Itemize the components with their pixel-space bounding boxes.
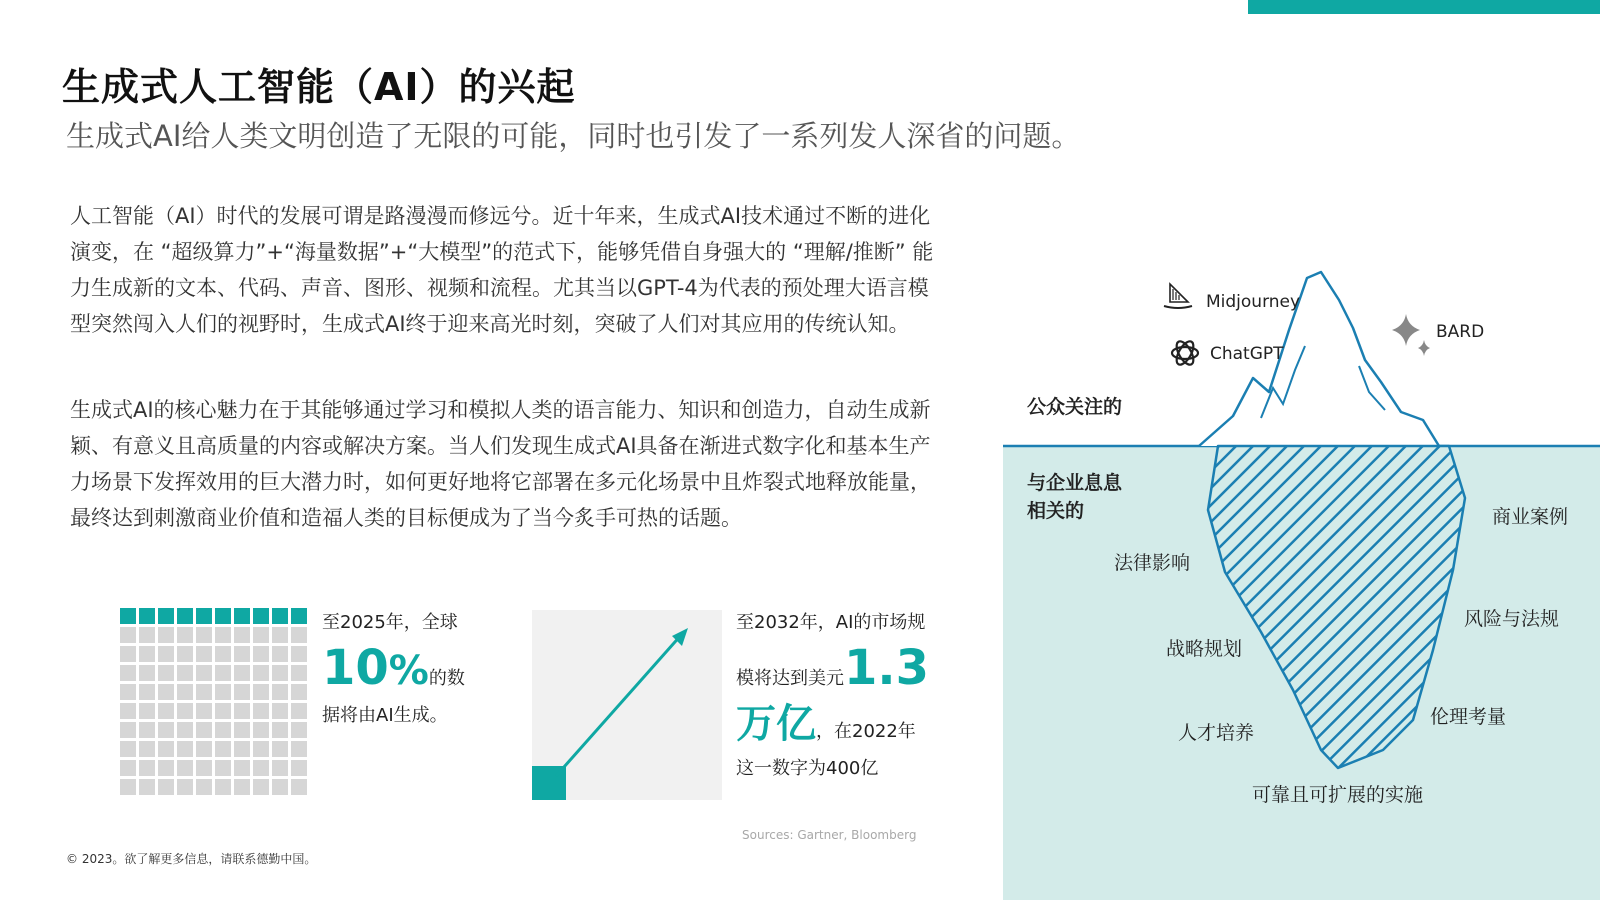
grid-cell	[253, 646, 269, 662]
grid-cell	[215, 760, 231, 776]
midjourney-logo	[1160, 280, 1196, 314]
grid-cell	[253, 665, 269, 681]
grid-cell	[234, 760, 250, 776]
stat1-number: 10	[322, 640, 389, 696]
grid-cell	[120, 703, 136, 719]
grid-cell	[120, 627, 136, 643]
body-paragraph-1: 人工智能（AI）时代的发展可谓是路漫漫而修远兮。近十年来，生成式AI技术通过不断的进化演变，在 “超级算力”+“海量数据”+“大模型”的范式下，能够凭借自身强大的 “理解/推断” 能力生成新的文本、代码、声音、图形、视频和流程。尤其当以GPT-4为代表的预处理大语言模型突然闯入人们的视野时，生成式AI终于迎来高光时刻，突破了人们对其应用的传统认知。	[70, 204, 934, 336]
grid-cell	[291, 741, 307, 757]
stat2-value: 1.3	[844, 640, 930, 696]
grid-cell	[158, 684, 174, 700]
grid-cell	[215, 665, 231, 681]
grid-cell	[291, 665, 307, 681]
grid-cell-ai	[272, 608, 288, 624]
logo-label-bard: BARD	[1436, 322, 1485, 342]
page-subtitle: 生成式AI给人类文明创造了无限的可能，同时也引发了一系列发人深省的问题。	[66, 119, 1081, 153]
body-paragraph-2: 生成式AI的核心魅力在于其能够通过学习和模拟人类的语言能力、知识和创造力，自动生成新颖、有意义且高质量的内容或解决方案。当人们发现生成式AI具备在渐进式数字化和基本生产力场景下发挥效用的巨大潜力时，如何更好地将它部署在多元化场景中且炸裂式地释放能量，最终达到刺激商业价值和造福人类的目标便成为了当今炙手可热的话题。	[70, 398, 931, 530]
label-enterprise-line2: 相关的	[1027, 500, 1085, 522]
grid-cell	[177, 779, 193, 795]
grid-cell	[120, 741, 136, 757]
grid-cell	[272, 779, 288, 795]
grid-cell	[234, 741, 250, 757]
logo-label-chatgpt: ChatGPT	[1210, 344, 1284, 364]
grid-cell	[158, 779, 174, 795]
grid-cell	[120, 646, 136, 662]
grid-cell	[196, 779, 212, 795]
stat1-value	[322, 640, 429, 696]
grid-cell	[234, 722, 250, 738]
grid-cell	[253, 703, 269, 719]
grid-cell	[234, 684, 250, 700]
grid-cell	[139, 665, 155, 681]
grid-cell	[120, 722, 136, 738]
logo-label-midjourney: Midjourney	[1206, 292, 1301, 312]
growth-arrow-icon	[532, 610, 722, 800]
stat2-prefix: 至2032年，AI的市场规	[736, 612, 926, 633]
item-reliable-scalable: 可靠且可扩展的实施	[1252, 784, 1424, 806]
grid-cell-ai	[158, 608, 174, 624]
grid-cell	[196, 665, 212, 681]
stat1-suffix: 据将由AI生成。	[322, 705, 448, 726]
stat-ai-market-size	[736, 606, 936, 786]
grid-cell	[272, 665, 288, 681]
grid-cell	[272, 684, 288, 700]
stat2-value-line	[736, 640, 936, 696]
grid-cell	[139, 722, 155, 738]
top-accent-bar	[1248, 0, 1600, 14]
grid-cell	[139, 646, 155, 662]
grid-cell	[234, 627, 250, 643]
grid-cell	[196, 741, 212, 757]
grid-cell	[158, 665, 174, 681]
grid-cell	[272, 741, 288, 757]
data-share-grid	[120, 608, 308, 795]
chatgpt-logo	[1168, 336, 1202, 374]
grid-cell	[291, 684, 307, 700]
grid-cell-ai	[291, 608, 307, 624]
grid-cell	[234, 703, 250, 719]
grid-cell-ai	[215, 608, 231, 624]
grid-cell	[196, 760, 212, 776]
grid-cell	[177, 722, 193, 738]
grid-cell	[196, 646, 212, 662]
grid-cell	[253, 627, 269, 643]
grid-cell	[272, 627, 288, 643]
grid-cell	[158, 703, 174, 719]
grid-cell	[215, 779, 231, 795]
stat2-prefix2: 模将达到美元	[736, 668, 844, 689]
item-talent: 人才培养	[1178, 722, 1255, 744]
grid-cell	[139, 741, 155, 757]
grid-cell-ai	[177, 608, 193, 624]
grid-cell	[139, 684, 155, 700]
grid-cell	[177, 741, 193, 757]
grid-cell	[196, 722, 212, 738]
stat1-prefix: 至2025年，全球	[322, 612, 458, 633]
grid-cell	[291, 646, 307, 662]
iceberg-illustration	[1003, 270, 1600, 790]
grid-cell	[272, 760, 288, 776]
bard-logo	[1390, 312, 1434, 360]
grid-cell	[234, 779, 250, 795]
grid-cell	[253, 760, 269, 776]
grid-cell	[120, 779, 136, 795]
grid-cell	[177, 703, 193, 719]
grid-cell	[158, 722, 174, 738]
grid-cell	[253, 722, 269, 738]
grid-cell	[177, 627, 193, 643]
grid-cell	[291, 779, 307, 795]
market-growth-graphic	[532, 610, 722, 800]
item-business-case: 商业案例	[1492, 506, 1569, 528]
item-legal-impact: 法律影响	[1114, 552, 1191, 574]
grid-cell	[196, 627, 212, 643]
grid-cell	[272, 703, 288, 719]
grid-cell	[253, 741, 269, 757]
grid-cell	[234, 646, 250, 662]
stat1-unit: %	[388, 648, 429, 694]
stat2-value2-line	[736, 696, 936, 752]
grid-cell	[215, 646, 231, 662]
grid-cell	[139, 627, 155, 643]
openai-knot-icon	[1168, 336, 1202, 370]
sparkle-icon	[1390, 312, 1434, 356]
grid-cell	[139, 760, 155, 776]
grid-cell	[196, 703, 212, 719]
stat2-value2: 万亿	[736, 701, 816, 747]
stat1-value-line	[322, 640, 492, 699]
page-title: 生成式人工智能（AI）的兴起	[62, 65, 576, 109]
grid-cell	[272, 646, 288, 662]
grid-cell	[139, 779, 155, 795]
grid-cell	[158, 627, 174, 643]
stat1-suffix-inline: 的数	[428, 668, 465, 689]
label-enterprise-line1: 与企业息息	[1027, 472, 1123, 494]
grid-cell	[253, 779, 269, 795]
grid-cell	[120, 665, 136, 681]
grid-cell	[177, 760, 193, 776]
grid-cell	[291, 703, 307, 719]
grid-cell-ai	[253, 608, 269, 624]
grid-cell	[215, 627, 231, 643]
grid-cell	[139, 703, 155, 719]
grid-cell	[215, 722, 231, 738]
grid-cell	[177, 646, 193, 662]
footer-copyright: © 2023。欲了解更多信息，请联系德勤中国。	[66, 852, 317, 866]
grid-cell	[158, 741, 174, 757]
grid-cell	[291, 627, 307, 643]
item-ethics: 伦理考量	[1430, 706, 1507, 728]
stat-ai-data-share	[322, 606, 492, 733]
grid-cell	[158, 760, 174, 776]
item-strategic-planning: 战略规划	[1166, 638, 1243, 660]
grid-cell	[120, 760, 136, 776]
grid-cell-ai	[234, 608, 250, 624]
grid-cell	[120, 684, 136, 700]
grid-cell	[177, 665, 193, 681]
grid-cell	[253, 684, 269, 700]
grid-cell	[291, 722, 307, 738]
grid-cell	[291, 760, 307, 776]
grid-cell	[215, 741, 231, 757]
sources-note: Sources: Gartner, Bloomberg	[742, 828, 917, 842]
grid-cell	[177, 684, 193, 700]
grid-cell	[215, 703, 231, 719]
sailboat-icon	[1160, 280, 1196, 310]
grid-cell-ai	[120, 608, 136, 624]
stat2-suffix-inline: ，在2022年	[816, 721, 916, 742]
grid-cell	[196, 684, 212, 700]
label-public-focus: 公众关注的	[1027, 396, 1123, 418]
grid-cell-ai	[196, 608, 212, 624]
stat2-suffix: 这一数字为400亿	[736, 758, 879, 779]
item-risk-regulation: 风险与法规	[1464, 608, 1560, 630]
grid-cell	[272, 722, 288, 738]
grid-cell-ai	[139, 608, 155, 624]
grid-cell	[234, 665, 250, 681]
grid-cell	[215, 684, 231, 700]
grid-cell	[158, 646, 174, 662]
